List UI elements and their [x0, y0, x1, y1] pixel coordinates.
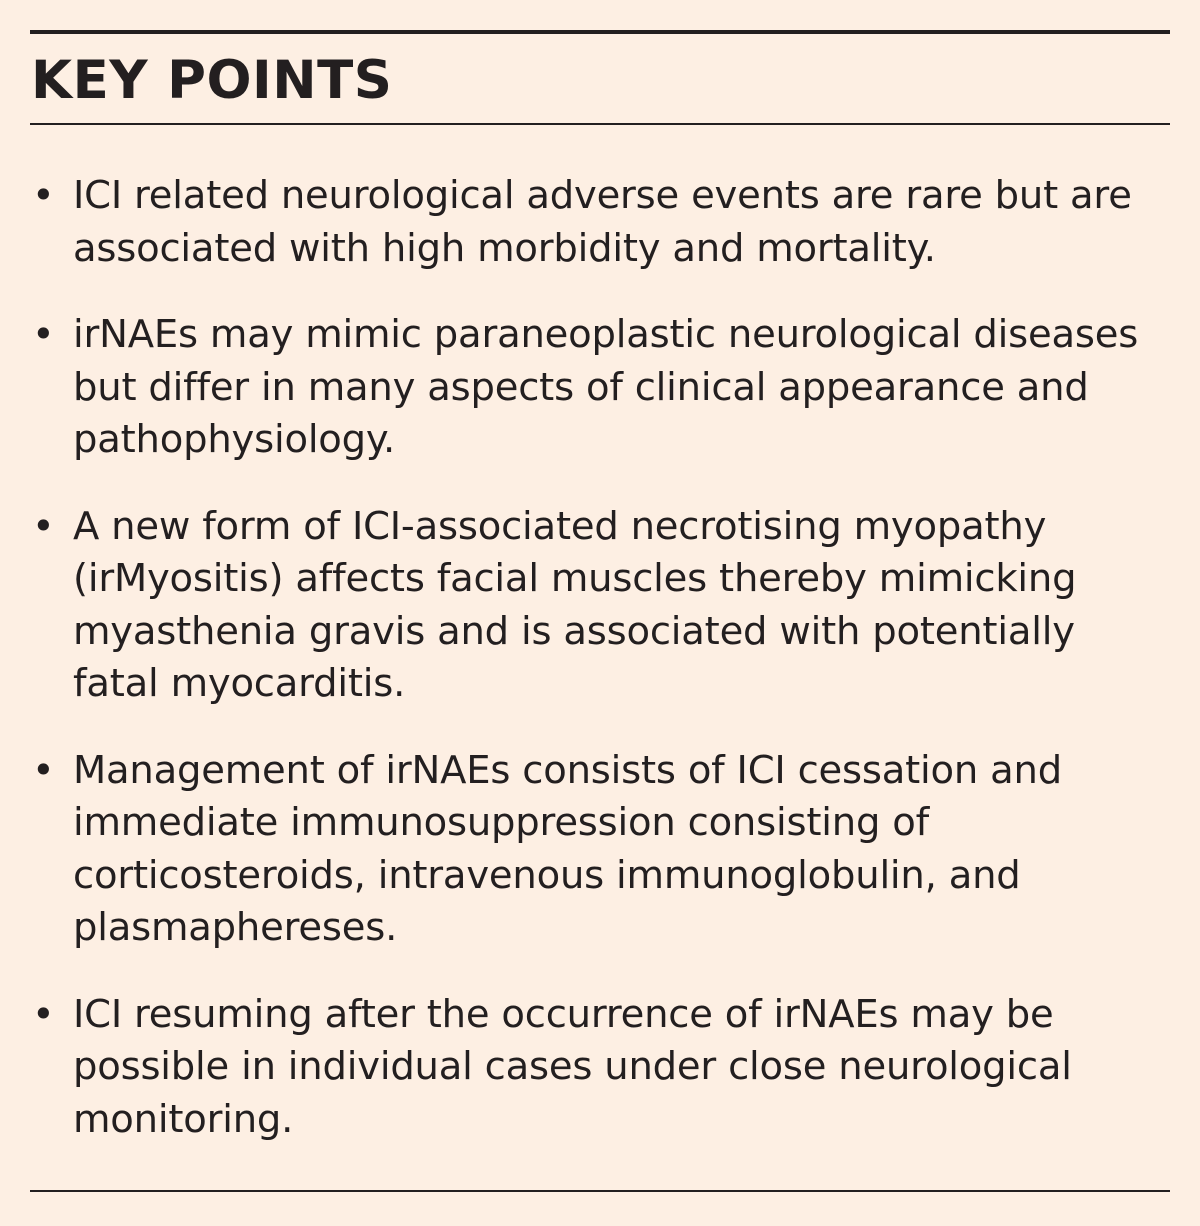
heading-rule — [30, 123, 1170, 125]
top-rule — [30, 30, 1170, 34]
key-points-list — [30, 170, 1170, 1180]
bottom-rule — [30, 1190, 1170, 1192]
key-point-text: ICI resuming after the occurrence of irNAEs may be possible in individual cases under close neurological monitoring. — [73, 991, 1072, 1142]
key-point-text: irNAEs may mimic paraneoplastic neurological diseases but differ in many aspects of clinical appearance and pathophysiology. — [73, 312, 1139, 462]
bullet-icon: • — [32, 312, 55, 357]
list-item — [30, 309, 1170, 467]
bullet-icon: • — [32, 173, 55, 218]
bullet-icon: • — [32, 503, 55, 549]
bullet-icon: • — [32, 747, 55, 793]
list-item — [30, 501, 1170, 711]
list-item — [30, 745, 1170, 955]
key-point-text: ICI related neurological adverse events are rare but are associated with high morbidity and mortality. — [73, 173, 1132, 271]
key-point-text: Management of irNAEs consists of ICI cessation and immediate immunosuppression consisting of corticosteroids, intravenous immunoglobulin, and plasmaphereses. — [73, 747, 1062, 950]
list-item — [30, 989, 1170, 1147]
bullet-icon: • — [32, 991, 55, 1037]
list-item — [30, 170, 1170, 275]
key-point-text: A new form of ICI-associated necrotising myopathy (irMyositis) affects facial muscles thereby mimicking myasthenia gravis and is associated with potentially fatal myocarditis. — [73, 503, 1077, 706]
key-points-heading: KEY POINTS — [31, 50, 393, 111]
